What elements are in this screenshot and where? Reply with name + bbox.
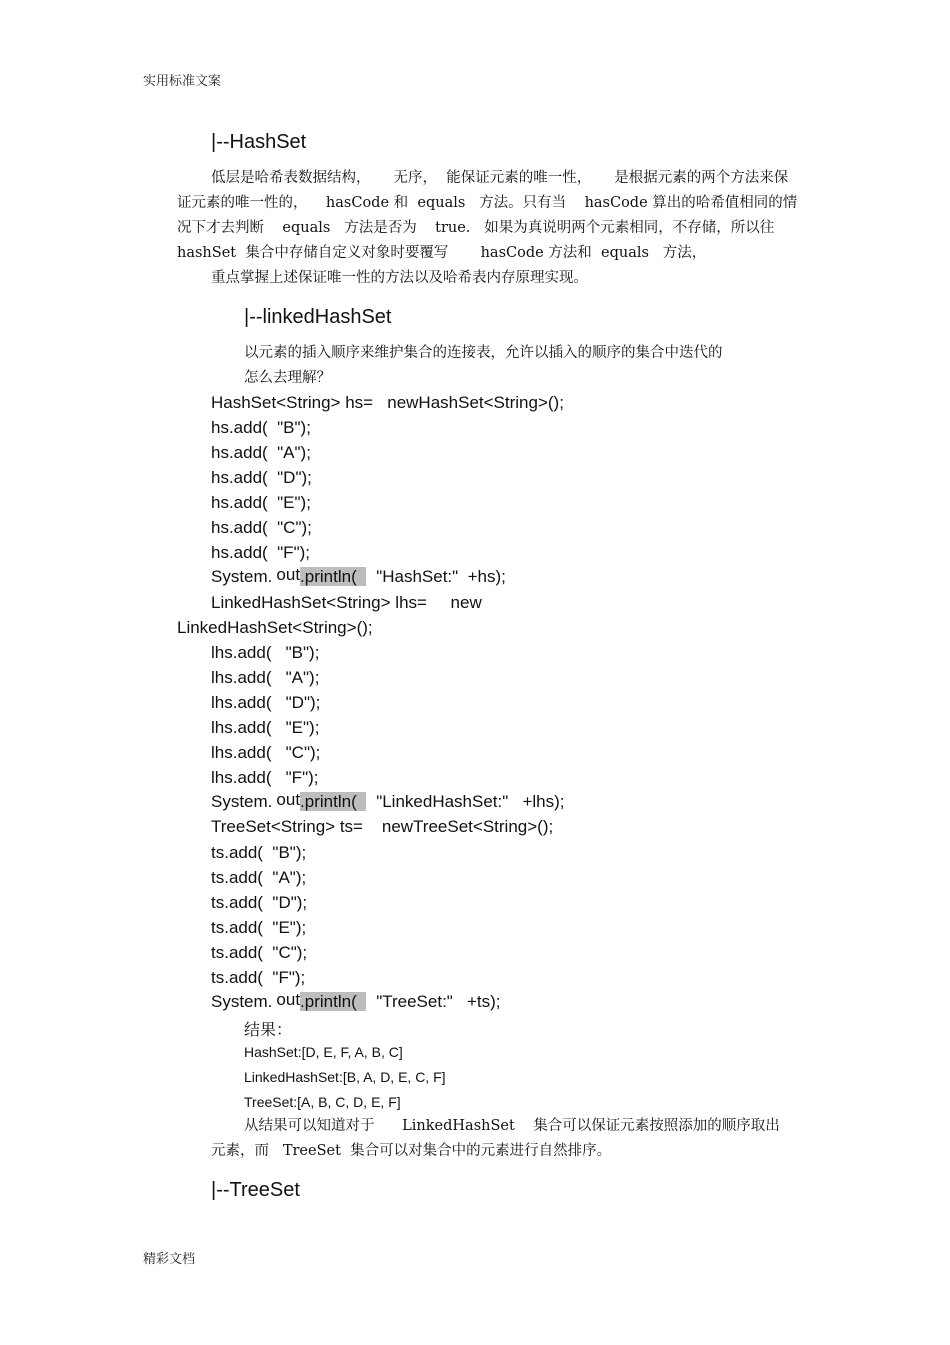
result-line: HashSet:[D, E, F, A, B, C]: [244, 1044, 403, 1060]
code-line: ts.add( "E");: [211, 918, 307, 937]
code-println-highlight: .println(: [300, 567, 367, 586]
results-label: 结果：: [244, 1020, 293, 1039]
code-line: ts.add( "F");: [211, 968, 306, 987]
code-println-linkedhashset: [211, 792, 565, 812]
code-line: hs.add( "A");: [211, 443, 311, 462]
code-linkedhashset-decl-1: LinkedHashSet<String> lhs= new: [211, 593, 482, 612]
code-hashset-decl: HashSet<String> hs= newHashSet<String>();: [211, 393, 564, 412]
result-line: TreeSet:[A, B, C, D, E, F]: [244, 1094, 401, 1110]
code-out-token: out: [276, 565, 301, 584]
code-out-token: out: [276, 990, 301, 1009]
code-treeset-decl: TreeSet<String> ts= newTreeSet<String>();: [211, 817, 554, 836]
linkedhashset-question: 怎么去理解？: [244, 370, 331, 386]
hashset-para-line-2: 证元素的唯一性的， hasCode 和 equals 方法。只有当 hasCode 算出的哈希值相同的情: [177, 195, 798, 211]
hashset-para-line-1: 低层是哈希表数据结构， 无序， 能保证元素的唯一性， 是根据元素的两个方法来保: [211, 170, 789, 186]
hashset-heading: |--HashSet: [211, 131, 307, 153]
code-line: ts.add( "C");: [211, 943, 308, 962]
code-line: hs.add( "D");: [211, 468, 312, 487]
linkedhashset-desc: 以元素的插入顺序来维护集合的连接表，允许以插入的顺序的集合中迭代的: [244, 345, 723, 361]
hashset-para-line-3: 况下才去判断 equals 方法是否为 true. 如果为真说明两个元素相同，不存储，所以往: [177, 220, 775, 236]
code-line: lhs.add( "C");: [211, 743, 321, 762]
result-line: LinkedHashSet:[B, A, D, E, C, F]: [244, 1069, 446, 1085]
code-linkedhashset-decl-2: LinkedHashSet<String>();: [177, 618, 373, 637]
code-line: hs.add( "C");: [211, 518, 312, 537]
code-line: ts.add( "A");: [211, 868, 307, 887]
linkedhashset-heading: |--linkedHashSet: [244, 306, 392, 328]
results-conclusion-1: 从结果可以知道对于 LinkedHashSet 集合可以保证元素按照添加的顺序取出: [244, 1118, 780, 1134]
code-system-token: System.: [211, 992, 273, 1011]
code-line: lhs.add( "B");: [211, 643, 320, 662]
code-line: lhs.add( "D");: [211, 693, 321, 712]
code-println-highlight: .println(: [300, 792, 367, 811]
hashset-para-line-4: hashSet 集合中存储自定义对象时要覆写 hasCode 方法和 equals 方法，: [177, 245, 707, 261]
code-println-hashset: [211, 567, 506, 587]
treeset-heading: |--TreeSet: [211, 1179, 300, 1201]
page-footer: 精彩文档: [143, 1252, 196, 1267]
code-system-token: System.: [211, 792, 273, 811]
code-println-arg: "TreeSet:" +ts);: [376, 992, 501, 1011]
code-out-token: out: [276, 790, 301, 809]
code-println-arg: "HashSet:" +hs);: [376, 567, 506, 586]
hashset-emphasis: 重点掌握上述保证唯一性的方法以及哈希表内存原理实现。: [211, 270, 588, 286]
code-system-token: System.: [211, 567, 273, 586]
code-line: ts.add( "D");: [211, 893, 308, 912]
code-line: lhs.add( "E");: [211, 718, 320, 737]
code-line: hs.add( "B");: [211, 418, 311, 437]
code-println-highlight: .println(: [300, 992, 367, 1011]
code-line: hs.add( "E");: [211, 493, 311, 512]
code-line: lhs.add( "F");: [211, 768, 319, 787]
page-header: 实用标准文案: [143, 74, 222, 89]
code-line: hs.add( "F");: [211, 543, 310, 562]
results-conclusion-2: 元素，而 TreeSet 集合可以对集合中的元素进行自然排序。: [211, 1143, 612, 1159]
code-line: lhs.add( "A");: [211, 668, 320, 687]
code-line: ts.add( "B");: [211, 843, 307, 862]
code-println-arg: "LinkedHashSet:" +lhs);: [376, 792, 565, 811]
code-println-treeset: [211, 992, 501, 1012]
